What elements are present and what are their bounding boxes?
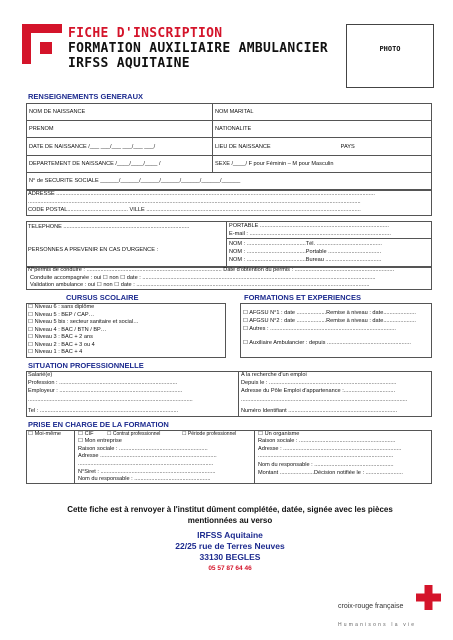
entreprise-adresse-field[interactable]: Adresse ...........................................................................	[78, 453, 217, 459]
contrat-pro-option[interactable]: ☐ Contrat professionnel	[107, 431, 161, 437]
organisme-raison-field[interactable]: Raison sociale : ..............................................................	[258, 438, 396, 444]
organisme-adresse-field[interactable]: Adresse : ............................................................................	[258, 446, 402, 452]
section-formations: FORMATIONS ET EXPERIENCES	[244, 293, 361, 302]
nom-responsable-field[interactable]: Nom du responsable : .................................................	[78, 476, 211, 482]
institute-address	[120, 530, 340, 574]
recherche-emploi-option[interactable]: A la recherche d'un emploi	[241, 372, 307, 378]
entreprise-adresse-line-2[interactable]: .......................................................................................	[78, 461, 214, 467]
lieu-naissance-label: LIEU DE NAISSANCE	[215, 143, 271, 150]
date-naissance-label: DATE DE NAISSANCE /___ ___/___ ___/___ ___/	[29, 143, 156, 150]
raison-sociale-field[interactable]: Raison sociale : .........................................................	[78, 446, 208, 452]
section-situation: SITUATION PROFESSIONNELLE	[28, 361, 144, 370]
brand-tagline: Humanisons la vie	[338, 622, 417, 628]
cursus-option[interactable]: ☐ Niveau 3 : BAC + 2 ans	[28, 334, 93, 340]
formation-option[interactable]: ☐ Auxiliaire Ambulancier : depuis ......................................................	[243, 340, 411, 346]
section-cursus: CURSUS SCOLAIRE	[66, 293, 139, 302]
irfss-logo-icon	[22, 24, 62, 64]
adresse-label: ADRESSE .............................................................................................................................................................................................................	[28, 191, 375, 197]
return-note-line-1: Cette fiche est à renvoyer à l'institut dûment complétée, datée, signée avec les pièces	[67, 505, 393, 514]
portable-label: PORTABLE ...................................................................................	[229, 223, 389, 229]
prise-divider-2	[254, 430, 255, 484]
organisme-option[interactable]: ☐ Un organisme	[258, 431, 300, 437]
cursus-option[interactable]: ☐ Niveau 1 : BAC + 4	[28, 349, 83, 355]
mon-entreprise-option[interactable]: ☐ Mon entreprise	[78, 438, 122, 444]
address-line-3: 33130 BEGLES	[199, 552, 261, 562]
nom-marital-field[interactable]	[213, 104, 432, 121]
nationalite-label: NATIONALITE	[215, 126, 252, 132]
nom-naissance-label: NOM DE NAISSANCE	[29, 109, 86, 115]
prenom-field[interactable]	[27, 121, 213, 138]
identifiant-field[interactable]: Numéro Identifiant ......................................................................	[241, 408, 398, 414]
cif-option[interactable]: ☐ CIF	[78, 431, 94, 437]
permis-label: N°permis de conduire : ....................................................................................... Date d'obtention du permis : ................................................................	[28, 267, 395, 273]
return-note-line-2: mentionnées au verso	[187, 516, 273, 525]
cursus-option[interactable]: ☐ Niveau 4 : BAC / BTN / BP…	[28, 326, 107, 333]
address-line-1: IRFSS Aquitaine	[197, 530, 263, 540]
periode-pro-option[interactable]: ☐ Période professionnel	[182, 431, 237, 437]
address-line-2: 22/25 rue de Terres Neuves	[175, 541, 285, 551]
cursus-option[interactable]: ☐ Niveau 6 : sans diplôme	[28, 304, 95, 310]
contact-hline	[226, 238, 432, 239]
montant-field[interactable]: Montant ......................Décision notifiée le : ........................	[258, 470, 403, 476]
organisme-adresse-line-2[interactable]: .......................................................................................	[258, 453, 394, 459]
departement-label: DEPARTEMENT DE NAISSANCE /____/____/____ /	[29, 161, 161, 167]
urgence-nom-3: NOM : ......................................Bureau ....................................	[229, 257, 382, 263]
pays-label: PAYS	[340, 143, 355, 150]
pole-emploi-field[interactable]: Adresse du Pôle Emploi d'appartenance :.................................	[241, 388, 396, 394]
cursus-option[interactable]: ☐ Niveau 2 : BAC + 3 ou 4	[28, 341, 95, 348]
organisme-responsable-field[interactable]: Nom du responsable : ...................................................	[258, 462, 394, 468]
prise-divider-1	[74, 430, 75, 484]
date-naissance-field[interactable]	[27, 138, 213, 156]
form-title	[68, 26, 328, 71]
telephone-label: TELEPHONE .................................................................................	[28, 224, 190, 230]
depuis-field[interactable]: Depuis le : ..................................................................................	[241, 380, 397, 386]
sexe-field[interactable]	[213, 156, 432, 173]
red-cross-icon	[416, 585, 441, 610]
urgence-nom-1: NOM : ......................................Tél. ..........................................	[229, 241, 382, 247]
lieu-naissance-field[interactable]	[213, 138, 432, 156]
moi-meme-option[interactable]: ☐ Moi-même	[28, 431, 61, 437]
situation-divider	[238, 371, 239, 417]
return-instructions	[40, 504, 420, 526]
email-label: E-mail : ...........................................................................................	[229, 231, 391, 237]
validation-ambulance-label: Validation ambulance : oui ☐ non ☐ date : ......................................................................................................................................................	[30, 282, 370, 288]
formation-option[interactable]: ☐ AFGSU N°1 : date ...................Remise à niveau : date.....................	[243, 310, 416, 316]
adresse-line-2: ......................................................................................................................................................................................................................	[28, 199, 361, 205]
employeur-line-2[interactable]: ..........................................................................................................	[28, 397, 193, 403]
code-postal-label: CODE POSTAL....................................... VILLE ..........................................................................................................................................	[28, 207, 361, 213]
cursus-option[interactable]: ☐ Niveau 5 bis : secteur sanitaire et social…	[28, 319, 139, 325]
prevenir-label: PERSONNES A PREVENIR EN CAS D'URGENCE :	[28, 247, 159, 253]
formation-option[interactable]: ☐ Autres : .................................................................................	[243, 326, 396, 332]
title-line-2: FORMATION AUXILIAIRE AMBULANCIER	[68, 41, 329, 56]
brand-name: croix-rouge française	[338, 603, 404, 610]
departement-field[interactable]	[27, 156, 213, 173]
nom-naissance-field[interactable]	[27, 104, 213, 121]
employeur-field[interactable]: Employeur : ...............................................................................	[28, 388, 183, 394]
contact-divider	[226, 221, 227, 267]
secu-label: N° de SECURITE SOCIALE ______/______/______/______/______/______/______	[29, 178, 241, 184]
pole-emploi-line-2[interactable]: ...........................................................................................................	[241, 397, 408, 403]
section-prise: PRISE EN CHARGE DE LA FORMATION	[28, 420, 169, 429]
nationalite-field[interactable]	[213, 121, 432, 138]
section-renseignements: RENSEIGNEMENTS GENERAUX	[28, 92, 144, 101]
title-line-3: IRFSS AQUITAINE	[68, 56, 190, 71]
prenom-label: PRENOM	[29, 126, 54, 132]
identity-table	[26, 103, 432, 190]
formation-option[interactable]: ☐ AFGSU N°2 : date ...................Remise à niveau : date.....................	[243, 318, 416, 324]
address-phone: 05 57 87 64 46	[208, 565, 252, 572]
conduite-accompagnee-label: Conduite accompagnée : oui ☐ non ☐ date : ......................................................................................................................................................	[30, 275, 376, 281]
title-line-1: FICHE D'INSCRIPTION	[68, 26, 223, 41]
nom-marital-label: NOM MARITAL	[215, 109, 254, 115]
salarie-option[interactable]: Salarié(e)	[28, 372, 53, 378]
urgence-nom-2: NOM : ......................................Portable ..................................	[229, 249, 381, 255]
tel-field[interactable]: Tel : .........................................................................................	[28, 408, 179, 414]
siret-field[interactable]: N°Siret : ..........................................................................	[78, 469, 216, 475]
profession-field[interactable]: Profession : ............................................................................	[28, 380, 178, 386]
secu-field[interactable]	[27, 173, 432, 190]
sexe-label: SEXE /____/ F pour Féminin – M pour Masculin	[215, 161, 334, 167]
photo-box[interactable]: PHOTO	[346, 24, 434, 88]
cursus-option[interactable]: ☐ Niveau 5 : BEP / CAP…	[28, 311, 95, 318]
